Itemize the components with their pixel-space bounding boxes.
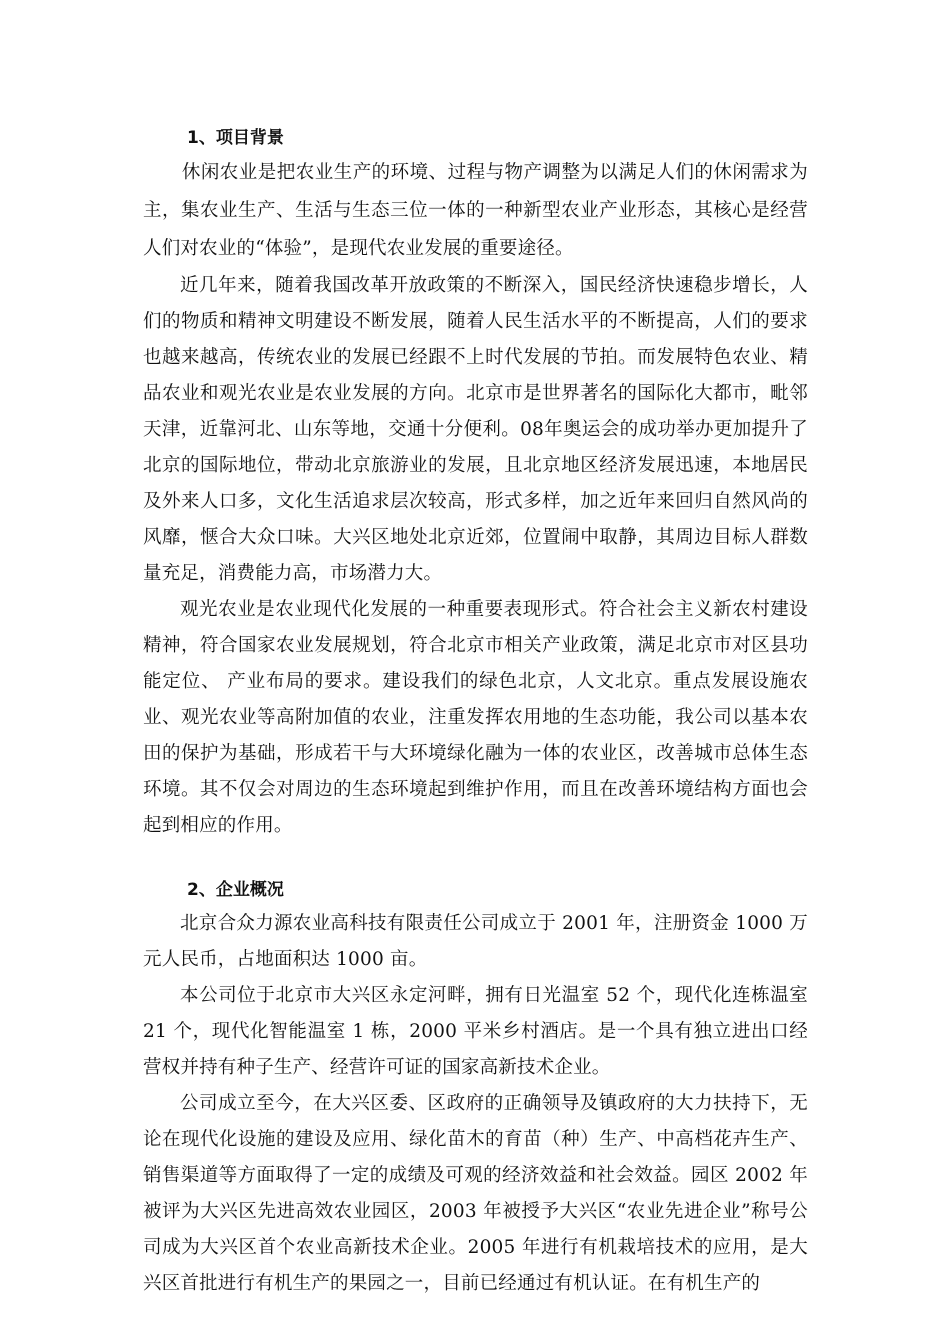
section-1-paragraph-2: 近几年来，随着我国改革开放政策的不断深入，国民经济快速稳步增长，人们的物质和精神文明建设不断发展，随着人民生活水平的不断提高，人们的要求也越来越高，传统农业的发展已经跟不上时代发展的节拍。而发展特色农业、精品农业和观光农业是农业发展的方向。北京市是世界著名的国际化大都市，毗邻天津，近靠河北、山东等地，交通十分便利。08年奥运会的成功举办更加提升了北京的国际地位，带动北京旅游业的发展，且北京地区经济发展迅速，本地居民及外来人口多，文化生活追求层次较高，形式多样，加之近年来回归自然风尚的风靡，惬合大众口味。大兴区地处北京近郊，位置闹中取静，其周边目标人群数量充足，消费能力高，市场潜力大。 (143, 275, 808, 584)
section-2-paragraph-3: 公司成立至今，在大兴区委、区政府的正确领导及镇政府的大力扶持下，无论在现代化设施的建设及应用、绿化苗木的育苗（种）生产、中高档花卉生产、销售渠道等方面取得了一定的成绩及可观的经济效益和社会效益。园区 2002 年被评为大兴区先进高效农业园区，2003 年被授予大兴区“农业先进企业”称号公司成为大兴区首个农业高新技术企业。2005 年进行有机栽培技术的应用，是大兴区首批进行有机生产的果园之一，目前已经通过有机认证。在有机生产的 (143, 1093, 808, 1294)
section-2-paragraph-2: 本公司位于北京市大兴区永定河畔，拥有日光温室 52 个，现代化连栋温室 21 个，现代化智能温室 1 栋，2000 平米乡村酒店。是一个具有独立进出口经营权并持有种子生产、经营许可证的国家高新技术企业。 (143, 985, 808, 1078)
section-spacer (143, 844, 808, 874)
section-2-paragraph-1: 北京合众力源农业高科技有限责任公司成立于 2001 年，注册资金 1000 万元人民币，占地面积达 1000 亩。 (143, 913, 808, 970)
section-1-paragraph-1: 休闲农业是把农业生产的环境、过程与物产调整为以满足人们的休闲需求为主，集农业生产、生活与生态三位一体的一种新型农业产业形态，其核心是经营人们对农业的“体验”，是现代农业发展的重要途径。 (143, 162, 808, 259)
section-2-heading: 2、企业概况 (187, 880, 284, 900)
section-1-paragraph-3: 观光农业是农业现代化发展的一种重要表现形式。符合社会主义新农村建设精神，符合国家农业发展规划，符合北京市相关产业政策，满足北京市对区县功能定位、 产业布局的要求。建设我们的绿色北京，人文北京。重点发展设施农业、观光农业等高附加值的农业，注重发挥农用地的生态功能，我公司以基本农田的保护为基础，形成若干与大环境绿化融为一体的农业区，改善城市总体生态环境。其不仅会对周边的生态环境起到维护作用，而且在改善环境结构方面也会起到相应的作用。 (143, 599, 808, 836)
section-1-heading: 1、项目背景 (187, 128, 284, 148)
document-body (143, 122, 808, 1302)
